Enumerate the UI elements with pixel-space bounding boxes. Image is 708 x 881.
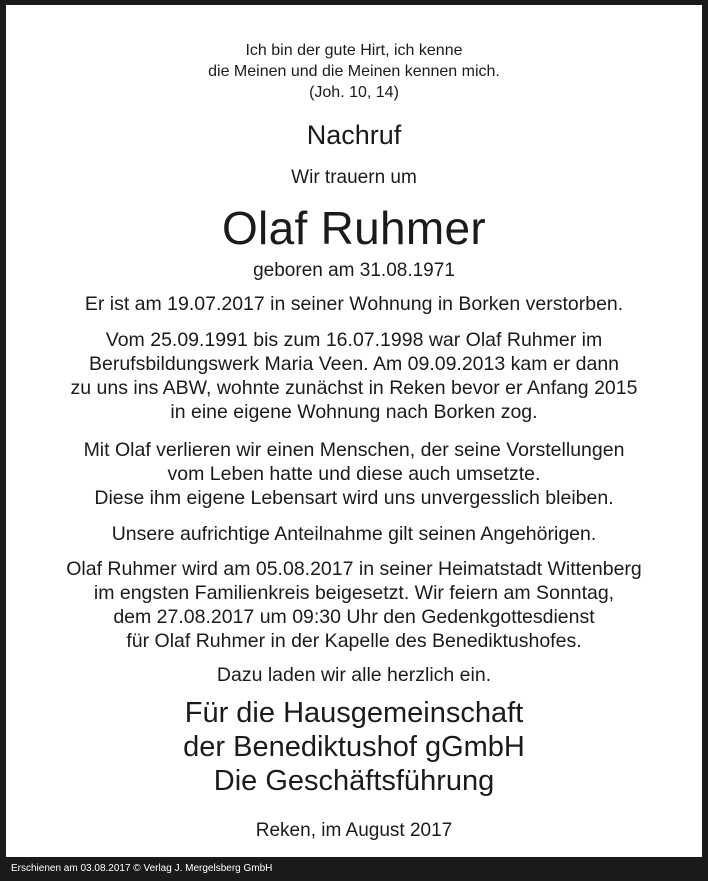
place-date: Reken, im August 2017	[255, 820, 453, 841]
paragraph-line: Diese ihm eigene Lebensart wird uns unvergesslich bleiben.	[94, 487, 614, 509]
deceased-name: Olaf Ruhmer	[221, 202, 487, 254]
motto-line: Ich bin der gute Hirt, ich kenne	[245, 42, 463, 59]
paragraph-funeral	[12, 557, 696, 653]
paragraph-line: im engsten Familienkreis beigesetzt. Wir feiern am Sonntag,	[93, 582, 615, 604]
paragraph-death	[12, 292, 696, 316]
heading: Nachruf	[306, 120, 402, 150]
bible-motto	[12, 40, 696, 103]
signature-line: Die Geschäftsführung	[213, 765, 495, 797]
paragraph-invitation	[12, 663, 696, 687]
publication-footer: Erschienen am 03.08.2017 © Verlag J. Mergelsberg GmbH	[6, 857, 702, 881]
signature-block	[12, 696, 696, 798]
motto-reference: (Joh. 10, 14)	[309, 84, 399, 101]
paragraph-line: für Olaf Ruhmer in der Kapelle des Benediktushofes.	[126, 630, 582, 652]
birth-date: geboren am 31.08.1971	[253, 260, 455, 281]
motto-line: die Meinen und die Meinen kennen mich.	[208, 63, 500, 80]
paragraph-line: zu uns ins ABW, wohnte zunächst in Reken bevor er Anfang 2015	[70, 377, 638, 399]
paragraph-line: Berufsbildungswerk Maria Veen. Am 09.09.2013 kam er dann	[88, 353, 620, 375]
paragraph-tribute	[12, 438, 696, 510]
paragraph-line: Vom 25.09.1991 bis zum 16.07.1998 war Olaf Ruhmer im	[105, 329, 603, 351]
paragraph-line: Unsere aufrichtige Anteilnahme gilt seinen Angehörigen.	[111, 523, 597, 545]
paragraph-line: dem 27.08.2017 um 09:30 Uhr den Gedenkgottesdienst	[113, 606, 595, 628]
paragraph-line: in eine eigene Wohnung nach Borken zog.	[170, 401, 538, 423]
signature-line: Für die Hausgemeinschaft	[184, 697, 524, 729]
paragraph-line: Mit Olaf verlieren wir einen Menschen, der seine Vorstellungen	[83, 439, 625, 461]
paragraph-biography	[12, 328, 696, 424]
obituary-content	[12, 10, 696, 857]
paragraph-condolence	[12, 522, 696, 546]
paragraph-line: Dazu laden wir alle herzlich ein.	[216, 664, 492, 686]
paragraph-line: Olaf Ruhmer wird am 05.08.2017 in seiner Heimatstadt Wittenberg	[66, 558, 642, 580]
intro-text: Wir trauern um	[291, 167, 417, 188]
paragraph-line: Er ist am 19.07.2017 in seiner Wohnung in Borken verstorben.	[84, 293, 624, 315]
signature-line: der Benediktushof gGmbH	[183, 731, 525, 763]
paragraph-line: vom Leben hatte und diese auch umsetzte.	[167, 463, 541, 485]
